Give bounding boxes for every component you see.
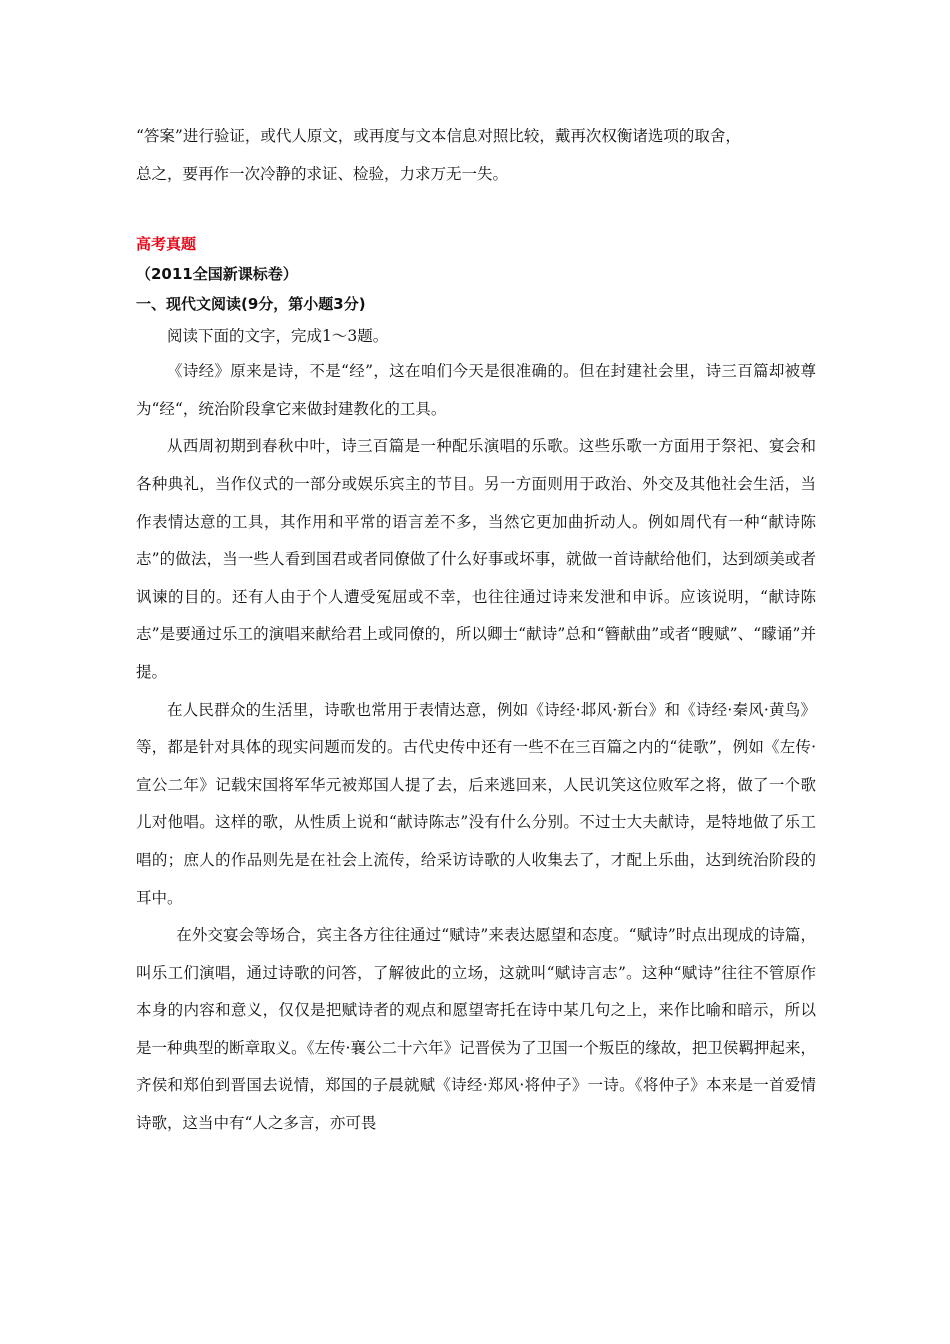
section-title: 高考真题	[136, 235, 197, 254]
reading-instruction: 阅读下面的文字，完成1～3题。	[167, 327, 389, 346]
paragraph-4: 在外交宴会等场合，宾主各方往往通过“赋诗”来表达愿望和态度。“赋诗”时点出现成的诗篇，叫乐工们演唱，通过诗歌的问答，了解彼此的立场，这就叫“赋诗言志”。这种“赋诗”往往不管原作本身的内容和意义，仅仅是把赋诗者的观点和愿望寄托在诗中某几句之上，来作比喻和暗示，所以是一种典型的断章取义。《左传·襄公二十六年》记晋侯为了卫国一个叛臣的缘故，把卫侯羁押起来，齐侯和郑伯到晋国去说情，郑国的子晨就赋《诗经·郑风·将仲子》一诗。《将仲子》本来是一首爱情诗歌，这当中有“人之多言，亦可畏	[136, 926, 816, 1133]
intro-line-2: 总之，要再作一次冷静的求证、检验，力求万无一失。	[136, 164, 509, 183]
intro-line-1: “答案”进行验证，或代人原文，或再度与文本信息对照比较，戴再次权衡诸选项的取舍，	[136, 127, 741, 145]
part-heading: 一、现代文阅读(9分，第小题3分)	[136, 295, 366, 314]
paragraph-1: 《诗经》原来是诗，不是“经”，这在咱们今天是很准确的。但在封建社会里，诗三百篇却被尊为“经“，统治阶段拿它来做封建教化的工具。	[136, 362, 816, 418]
exam-label: （2011全国新课标卷）	[136, 265, 298, 284]
paragraph-3: 在人民群众的生活里，诗歌也常用于表情达意，例如《诗经·邶风·新台》和《诗经·秦风·黄鸟》等，都是针对具体的现实问题而发的。古代史传中还有一些不在三百篇之内的“徒歌”，例如《左传·宣公二年》记载宋国将军华元被郑国人提了去，后来逃回来，人民讥笑这位败军之将，做了一个歌儿对他唱。这样的歌，从性质上说和“献诗陈志”没有什么分别。不过士大夫献诗，是特地做了乐工唱的；庶人的作品则先是在社会上流传，给采访诗歌的人收集去了，才配上乐曲，达到统治阶段的耳中。	[136, 700, 816, 907]
document-body	[136, 118, 816, 1143]
paragraph-2: 从西周初期到春秋中叶，诗三百篇是一种配乐演唱的乐歌。这些乐歌一方面用于祭祀、宴会和各种典礼，当作仪式的一部分或娱乐宾主的节目。另一方面则用于政治、外交及其他社会生活，当作表情达意的工具，其作用和平常的语言差不多，当然它更加曲折动人。例如周代有一种“献诗陈志”的做法，当一些人看到国君或者同僚做了什么好事或坏事，就做一首诗献给他们，达到颂美或者讽谏的目的。还有人由于个人遭受冤屈或不幸，也往往通过诗来发泄和申诉。应该说明，“献诗陈志”是要通过乐工的演唱来献给君上或同僚的，所以卿士“献诗”总和“簪献曲”或者“瞍赋”、“矇诵”并提。	[136, 437, 816, 681]
